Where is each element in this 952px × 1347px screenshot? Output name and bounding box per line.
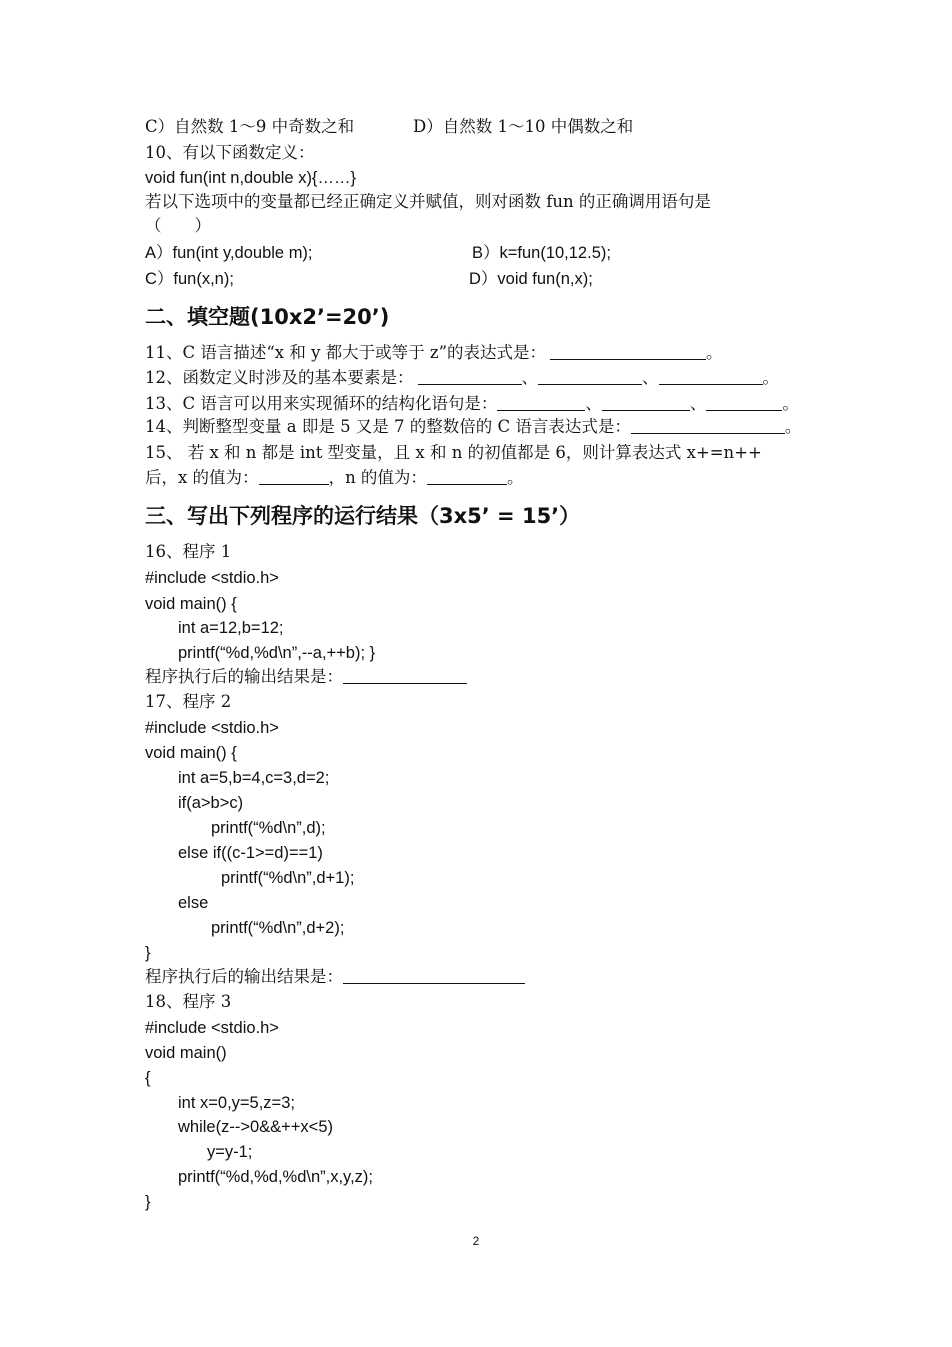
q15-answer-blank-x[interactable] <box>259 468 329 485</box>
program2-line-2: void main() { <box>145 744 237 762</box>
q10-stem: 10、有以下函数定义： <box>145 143 315 162</box>
q12 <box>145 367 779 389</box>
q12-sep-1: 、 <box>521 368 538 387</box>
q13-answer-blank-3[interactable] <box>706 394 782 411</box>
q9-option-d: D）自然数 1～10 中偶数之和 <box>413 117 634 136</box>
program1-line-1: #include <stdio.h> <box>145 569 279 587</box>
q13-answer-blank-1[interactable] <box>497 394 585 411</box>
q12-sep-2: 、 <box>642 368 659 387</box>
program2-line-5: printf(“%d\n”,d); <box>211 819 326 837</box>
program3-line-5: while(z-->0&&++x<5) <box>178 1118 333 1136</box>
q10-option-c: C）fun(x,n); <box>145 270 234 288</box>
program3-line-3: { <box>145 1069 151 1087</box>
q10-option-d: D）void fun(n,x); <box>469 270 593 288</box>
q14-end: 。 <box>784 417 802 436</box>
program2-line-8: else <box>178 894 209 912</box>
q10-text-1: 若以下选项中的变量都已经正确定义并赋值，则对函数 fun 的正确调用语句是 <box>145 192 711 211</box>
q10-option-b: B）k=fun(10,12.5); <box>472 244 611 262</box>
program2-line-7: printf(“%d\n”,d+1); <box>221 869 355 887</box>
program1-line-4: printf(“%d,%d\n”,--a,++b); } <box>178 644 376 662</box>
program1-result <box>145 666 467 688</box>
q13-sep-2: 、 <box>689 394 707 413</box>
program3-line-8: } <box>145 1193 151 1211</box>
q12-answer-blank-1[interactable] <box>418 368 522 385</box>
q10-text-2: （ ） <box>145 216 211 235</box>
program3-title: 18、程序 3 <box>145 992 232 1011</box>
program1-answer-blank[interactable] <box>343 667 467 684</box>
program3-line-1: #include <stdio.h> <box>145 1019 279 1037</box>
q12-end: 。 <box>762 368 779 387</box>
page-number: 2 <box>472 1234 480 1248</box>
program2-answer-blank[interactable] <box>343 967 525 984</box>
q13-end: 。 <box>782 394 799 413</box>
q13-text: 13、C 语言可以用来实现循环的结构化语句是： <box>145 394 498 413</box>
program2-line-10: } <box>145 944 151 962</box>
q13 <box>145 393 799 415</box>
q15-end: 。 <box>506 468 524 487</box>
q13-answer-blank-2[interactable] <box>602 394 690 411</box>
q15-text-b: ，n 的值为： <box>328 468 427 487</box>
section3-heading: 三、写出下列程序的运行结果（3x5’ = 15’） <box>145 504 581 528</box>
program2-line-4: if(a>b>c) <box>178 794 244 812</box>
q15-line-1: 15、 若 x 和 n 都是 int 型变量，且 x 和 n 的初值都是 6，则计算表达式 x+=n++ <box>145 443 762 462</box>
program2-result <box>145 966 525 988</box>
q12-answer-blank-2[interactable] <box>538 368 642 385</box>
program1-title: 16、程序 1 <box>145 542 232 561</box>
section2-heading: 二、填空题(10x2’=20’) <box>145 305 390 329</box>
program3-line-6: y=y-1; <box>207 1143 253 1161</box>
q10-option-a: A）fun(int y,double m); <box>145 244 313 262</box>
q11-end: 。 <box>706 343 723 362</box>
program1-result-label: 程序执行后的输出结果是： <box>145 667 343 686</box>
q11-text: 11、C 语言描述“x 和 y 都大于或等于 z”的表达式是： <box>145 343 547 362</box>
program2-result-label: 程序执行后的输出结果是： <box>145 967 343 986</box>
q9-option-c: C）自然数 1～9 中奇数之和 <box>145 117 355 136</box>
q12-text: 12、函数定义时涉及的基本要素是： <box>145 368 414 387</box>
q11-answer-blank[interactable] <box>550 343 706 360</box>
q13-sep-1: 、 <box>585 394 602 413</box>
q11 <box>145 342 723 364</box>
program2-title: 17、程序 2 <box>145 692 232 711</box>
program2-line-1: #include <stdio.h> <box>145 719 279 737</box>
q15-text-a: 后，x 的值为： <box>145 468 259 487</box>
q14-text: 14、判断整型变量 a 即是 5 又是 7 的整数倍的 C 语言表达式是： <box>145 417 631 436</box>
q15-line-2 <box>145 467 523 489</box>
program1-line-2: void main() { <box>145 595 237 613</box>
program1-line-3: int a=12,b=12; <box>178 619 284 637</box>
q12-answer-blank-3[interactable] <box>659 368 763 385</box>
q15-answer-blank-n[interactable] <box>427 468 507 485</box>
program3-line-2: void main() <box>145 1044 227 1062</box>
program2-line-6: else if((c-1>=d)==1) <box>178 844 323 862</box>
program3-line-7: printf(“%d,%d,%d\n”,x,y,z); <box>178 1168 373 1186</box>
program2-line-3: int a=5,b=4,c=3,d=2; <box>178 769 330 787</box>
program2-line-9: printf(“%d\n”,d+2); <box>211 919 345 937</box>
q14 <box>145 416 801 438</box>
program3-line-4: int x=0,y=5,z=3; <box>178 1094 295 1112</box>
q14-answer-blank[interactable] <box>631 417 785 434</box>
q10-code: void fun(int n,double x){……} <box>145 169 356 187</box>
